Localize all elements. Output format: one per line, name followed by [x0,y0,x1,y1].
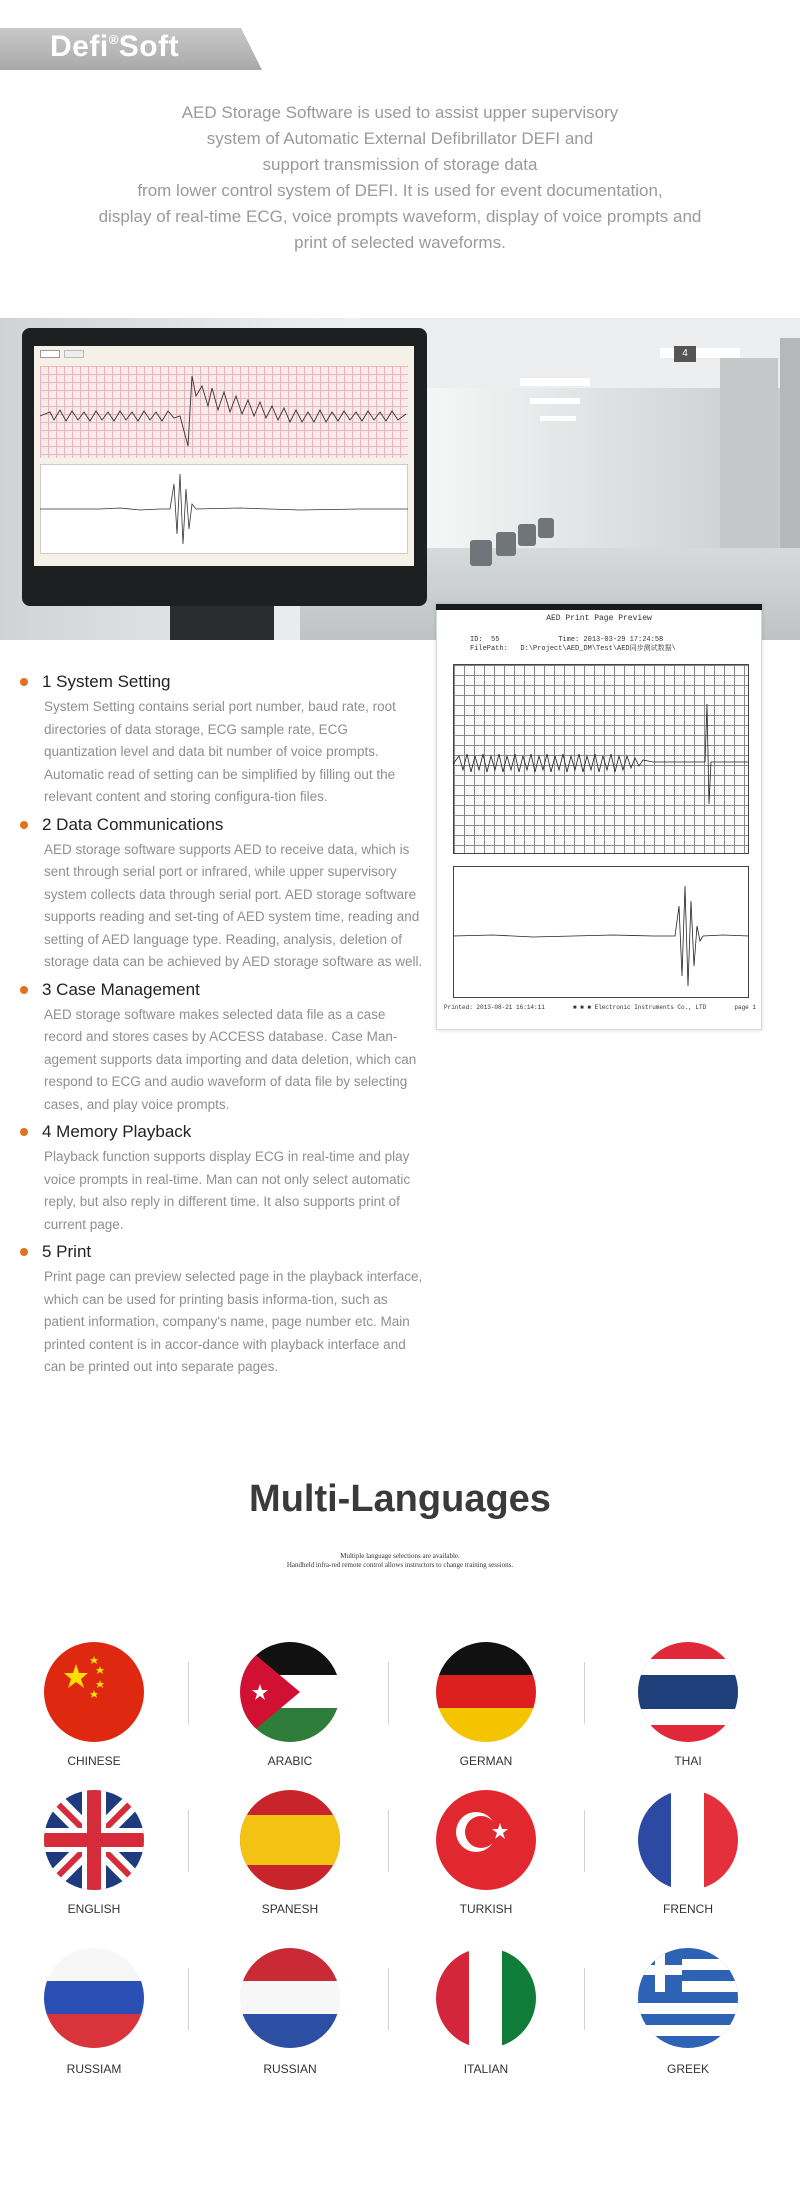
flag-divider [584,1968,585,2030]
china-flag-icon [44,1642,144,1742]
print-ecg-waveform [453,664,749,854]
flag-divider [188,1968,189,2030]
flag-label: ENGLISH [67,1902,121,1916]
multi-languages-title: Multi-Languages [249,1478,551,1520]
print-preview-title: AED Print Page Preview [546,614,652,623]
france-flag-icon [638,1790,738,1890]
multi-languages-subtitle: Multiple language selections are available. Handheld infra-red remote control allows instructors to change training sessions. [286,1552,514,1569]
germany-flag-icon [436,1642,536,1742]
feature-title: 3 Case Management [42,979,200,999]
flag-divider [584,1662,585,1724]
feature-title: 2 Data Communications [42,814,224,834]
feature-body: System Setting contains serial port number, baud rate, root directories of data storage, ECG sample rate, ECG quantization level and data bit number of voice prompts. Automatic read of setting can be simplified by filling out the relevant content and storing configura-tion files. [44,699,396,804]
turkey-flag-icon [436,1790,536,1890]
flag-divider [388,1810,389,1872]
netherlands-flag-icon [240,1948,340,2048]
bullet-icon [20,821,28,829]
jordan-flag-icon [240,1642,340,1742]
feature-title: 5 Print [42,1242,92,1261]
flag-divider [188,1810,189,1872]
bullet-icon [20,678,28,686]
feature-data-communications [20,814,423,974]
uk-flag-icon [44,1790,144,1890]
bullet-icon [20,1128,28,1136]
monitor-stand [170,606,274,640]
brand-logo: Defi®Soft [50,30,180,63]
flag-label: RUSSIAN [263,2062,317,2076]
flag-label: GREEK [666,2062,709,2076]
russia-flag-icon [44,1948,144,2048]
flag-label: TURKISH [459,1902,513,1916]
voice-waveform [40,464,408,554]
flag-divider [388,1662,389,1724]
feature-body: Playback function supports display ECG in real-time and play voice prompts in real-time. Man can not only select automatic reply, but also reply in different time. It also supports print of current page. [44,1149,411,1232]
flag-divider [188,1662,189,1724]
feature-body: AED storage software makes selected data file as a case record and stores cases by ACCESS database. Case Man-agement supports data importing and data deletion, which can respond to ECG and audio waveform of data file by selecting cases, and play voice prompts. [44,1006,417,1112]
flag-divider [388,1968,389,2030]
thailand-flag-icon [638,1642,738,1742]
flag-label: GERMAN [459,1754,513,1768]
print-voice-waveform [453,866,749,998]
flag-label: ITALIAN [463,2062,509,2076]
door-number-sign: 4 [674,346,696,362]
feature-title: 4 Memory Playback [42,1122,192,1141]
flag-label: ARABIC [267,1754,313,1768]
feature-system-setting [20,672,420,809]
feature-title: 1 System Setting [42,672,171,691]
italy-flag-icon [436,1948,536,2048]
flag-label: SPANESH [261,1902,319,1916]
feature-case-management [20,980,420,1117]
flag-label: THAI [674,1754,702,1768]
bullet-icon [20,1248,28,1256]
intro-text: AED Storage Software is used to assist upper supervisory system of Automatic External Defibrillator DEFI and support transmission of storage data from lower control system of DEFI. It is used for event documentation, display of real-time ECG, voice prompts waveform, display of voice prompts and print of selected waveforms. [98,103,702,252]
feature-body: Print page can preview selected page in the playback interface, which can be used for printing basis informa-tion, such as patient information, company's name, page number etc. Main printed content is in accor-dance with playback interface and can be printed out into separate pages. [44,1269,423,1374]
print-preview-meta: ID: 55 Time: 2013-03-29 17:24:58 FilePath: D:\Project\AED_DM\Test\AED同步测试数据\ [470,636,676,653]
ecg-waveform [40,366,408,458]
flag-label: FRENCH [663,1902,713,1916]
greece-flag-icon [638,1948,738,2048]
feature-body: AED storage software supports AED to receive data, which is sent through serial port or infrared, while upper supervisory system collects data through serial port. AED storage software supports reading and set-ting of AED system time, reading and setting of AED language type. Reading, analysis, deletion of storage data can be achieved by AED storage software as well. [44,841,423,969]
flag-label: RUSSIAM [66,2062,122,2076]
feature-memory-playback [20,1122,420,1236]
print-preview-footer: Printed: 2013-08-21 16:14:11 ■ ■ ■ Electronic Instruments Co., LTD page 1 [444,1004,756,1011]
bullet-icon [20,986,28,994]
flag-label: CHINESE [67,1754,121,1768]
print-preview-top-bar [436,604,762,610]
flag-divider [584,1810,585,1872]
features-list [20,672,423,1385]
spain-flag-icon [240,1790,340,1890]
software-screen [34,346,414,566]
feature-print [20,1242,423,1379]
